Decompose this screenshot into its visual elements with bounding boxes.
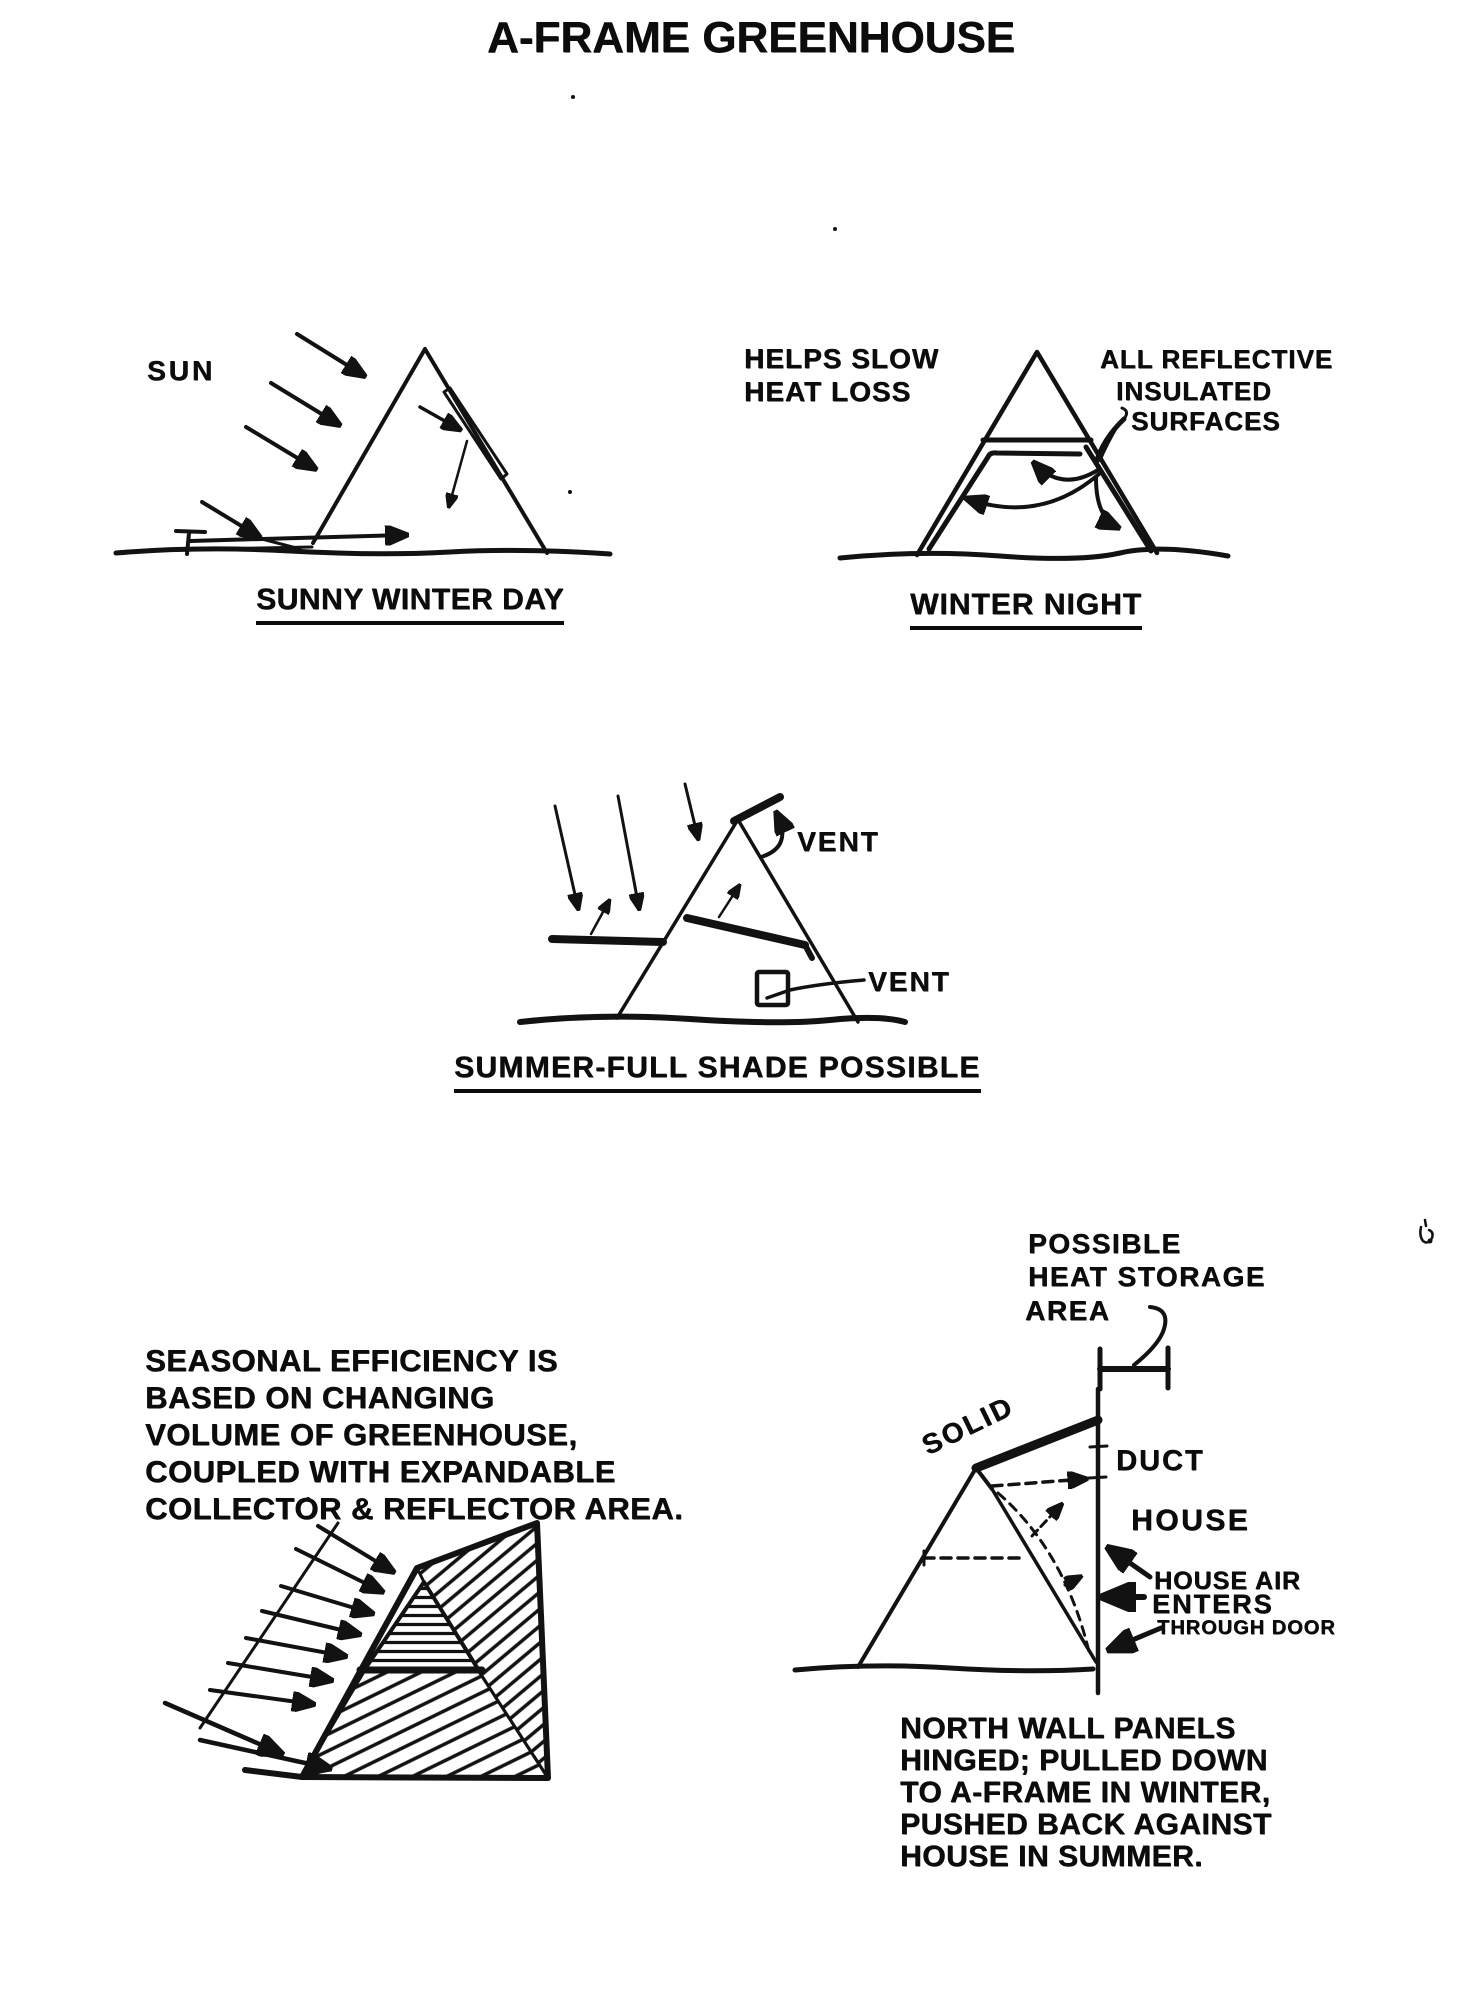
north-wall-caption — [900, 1713, 1272, 1873]
house-air-label: HOUSE AIR — [1154, 1567, 1301, 1595]
swing-dashed-arrow — [1032, 1505, 1061, 1536]
sun-ray-to-ground-arrow — [202, 502, 258, 536]
insulated-label: INSULATED — [1116, 376, 1272, 406]
sun-ray-arrow — [246, 1638, 344, 1656]
note-line: SEASONAL EFFICIENCY IS — [145, 1343, 558, 1378]
expandable-collector-drawing — [165, 1523, 548, 1778]
seasonal-efficiency-note — [145, 1342, 683, 1527]
ground-line — [520, 1017, 905, 1023]
sun-label: SUN — [147, 355, 216, 386]
reflected-up-arrow — [591, 901, 609, 934]
sun-ray-arrow — [685, 784, 698, 838]
sun-ray-arrow — [281, 1586, 371, 1613]
reflected-up-arrow — [719, 886, 739, 917]
low-vent-square — [757, 972, 788, 1005]
shade-panel-hook — [805, 945, 812, 958]
sun-ray-arrow — [618, 796, 639, 908]
vent-bottom-label: VENT — [868, 966, 951, 997]
caption-winter-night: WINTER NIGHT — [910, 590, 1142, 630]
house-air-arrow — [1110, 1549, 1150, 1577]
sun-ray-arrow — [228, 1663, 330, 1680]
heat-to-panel-arrow — [420, 407, 459, 429]
apex-vent-flap — [734, 797, 780, 821]
ground-tail — [245, 1770, 302, 1777]
caption-sunny-winter-day: SUNNY WINTER DAY — [256, 585, 564, 625]
duct-dashed-arrow — [992, 1479, 1085, 1486]
vent-open-arc-arrow — [761, 814, 782, 857]
note-line: BASED ON CHANGING — [145, 1380, 495, 1415]
ground-line — [795, 1666, 1093, 1671]
caption-line: HOUSE IN SUMMER. — [900, 1840, 1204, 1873]
north-wall-drawing — [795, 1307, 1168, 1693]
reflected-ray-arrow — [190, 535, 405, 541]
summer-drawing — [520, 784, 905, 1022]
page-title: A-FRAME GREENHOUSE — [487, 13, 1016, 62]
shade-panel-outer — [552, 939, 663, 942]
heat-curl-arrow — [1096, 478, 1117, 527]
surfaces-label: SURFACES — [1131, 406, 1281, 436]
sun-ray-arrow — [555, 806, 578, 908]
house-air-arrow — [1111, 1628, 1161, 1649]
solid-label: SOLID — [916, 1390, 1019, 1461]
sun-ray-arrow — [271, 383, 338, 424]
heat-storage-connector — [1134, 1307, 1165, 1365]
north-wall-panel-line — [992, 1489, 1096, 1662]
possible-label: POSSIBLE — [1028, 1228, 1182, 1259]
a-frame-south-slope — [858, 1468, 976, 1667]
house-label: HOUSE — [1131, 1504, 1251, 1537]
duct-label: DUCT — [1116, 1445, 1205, 1477]
shade-panel-inner — [687, 918, 805, 945]
sun-ray-arrow — [246, 427, 314, 468]
sun-ray-arrow — [297, 334, 363, 375]
helps-slow-label: HELPS SLOW — [744, 343, 940, 374]
caption-summer: SUMMER-FULL SHADE POSSIBLE — [454, 1053, 981, 1093]
a-frame-outline — [313, 349, 547, 553]
heat-loss-label: HEAT LOSS — [744, 376, 912, 407]
heat-storage-label: HEAT STORAGE — [1028, 1261, 1266, 1292]
sun-ray-arrow — [210, 1690, 312, 1704]
caption-line: NORTH WALL PANELS — [900, 1712, 1236, 1745]
ground-line — [116, 549, 610, 554]
ground-line — [840, 549, 1228, 558]
note-line: VOLUME OF GREENHOUSE, — [145, 1417, 578, 1452]
caption-line: TO A-FRAME IN WINTER, — [900, 1776, 1271, 1809]
vent-top-label: VENT — [797, 826, 880, 857]
note-line: COLLECTOR & REFLECTOR AREA. — [145, 1491, 684, 1526]
area-label: AREA — [1025, 1295, 1111, 1326]
heat-down-arrow — [449, 441, 467, 506]
caption-line: HINGED; PULLED DOWN — [900, 1744, 1268, 1777]
hinge-link — [976, 1468, 992, 1489]
enters-label: ENTERS — [1152, 1589, 1274, 1619]
through-door-label: THROUGH DOOR — [1157, 1617, 1336, 1639]
caption-line: PUSHED BACK AGAINST — [900, 1808, 1272, 1841]
heat-curl-arrow — [1035, 464, 1098, 480]
all-reflective-label: ALL REFLECTIVE — [1100, 344, 1334, 374]
note-line: COUPLED WITH EXPANDABLE — [145, 1454, 616, 1489]
sun-ray-arrow — [262, 1611, 358, 1634]
swing-dashed-arrow — [1065, 1577, 1080, 1585]
vent-leader-line — [767, 980, 864, 998]
